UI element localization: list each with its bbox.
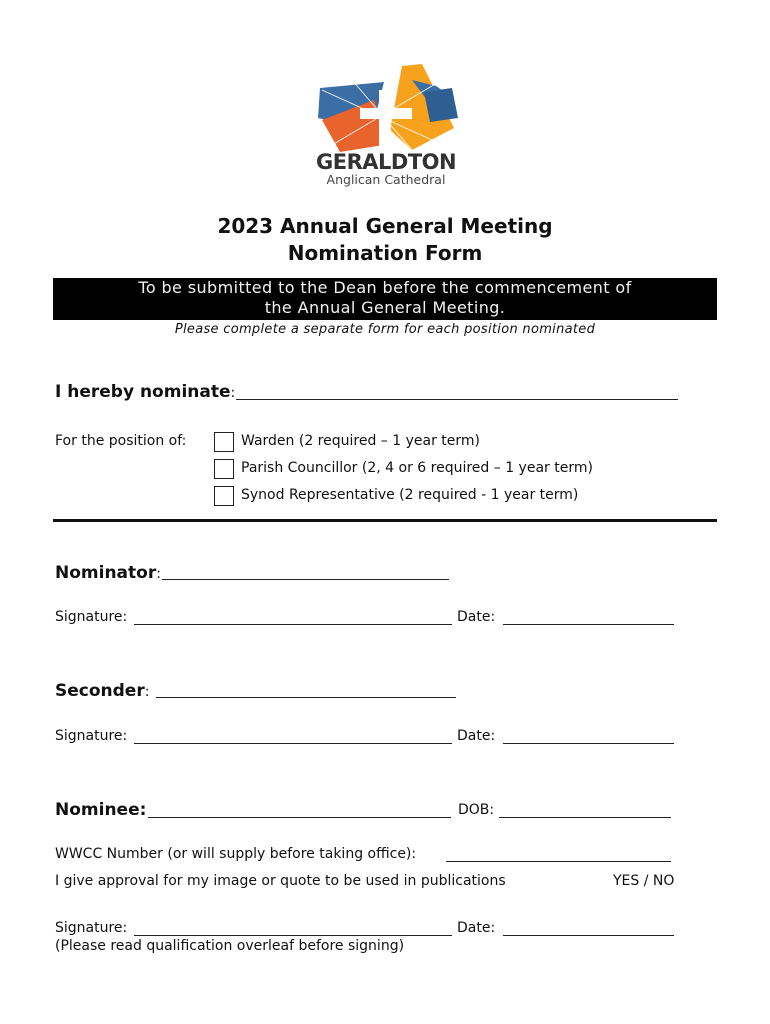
nominee-signature-label: Signature: [55, 920, 128, 936]
nominee-dob-field[interactable] [499, 817, 671, 818]
parish-councillor-option: Parish Councillor (2, 4 or 6 required – 1 year term) [241, 460, 593, 476]
nominator-signature-label: Signature: [55, 609, 128, 625]
banner-line1: To be submitted to the Dean before the commencement of [138, 278, 632, 297]
nominee-label: Nominee: [55, 800, 147, 820]
seconder-signature-field[interactable] [134, 743, 452, 744]
nominator-field[interactable] [162, 579, 449, 580]
nominee-field[interactable] [148, 817, 451, 818]
nominator-label: Nominator [55, 563, 157, 583]
yes-no-option[interactable]: YES / NO [613, 873, 675, 889]
seconder-colon: : [144, 684, 150, 700]
seconder-label: Seconder [55, 681, 145, 701]
parish-councillor-checkbox[interactable] [214, 459, 234, 479]
nominator-date-label: Date: [457, 609, 496, 625]
section-divider [53, 519, 717, 522]
position-label: For the position of: [55, 433, 187, 449]
synod-representative-option: Synod Representative (2 required - 1 year term) [241, 487, 579, 503]
seconder-date-field[interactable] [503, 743, 674, 744]
nominator-signature-field[interactable] [134, 624, 452, 625]
synod-representative-checkbox[interactable] [214, 486, 234, 506]
seconder-field[interactable] [156, 697, 456, 698]
nominee-date-field[interactable] [503, 935, 674, 936]
nominate-label: I hereby nominate [55, 382, 231, 402]
wwcc-label: WWCC Number (or will supply before taking office): [55, 846, 417, 862]
nominator-colon: : [156, 566, 161, 582]
nominee-date-label: Date: [457, 920, 496, 936]
instruction-banner [53, 278, 717, 320]
nominate-field[interactable] [236, 399, 678, 400]
logo-name: GERALDTON [316, 150, 457, 174]
warden-checkbox[interactable] [214, 432, 234, 452]
banner-line2: the Annual General Meeting. [264, 298, 506, 317]
seconder-date-label: Date: [457, 728, 496, 744]
wwcc-field[interactable] [446, 861, 671, 862]
nominee-signature-field[interactable] [134, 935, 452, 936]
nominator-row [55, 563, 161, 583]
nominate-row [55, 382, 235, 402]
separate-form-note: Please complete a separate form for each position nominated [174, 322, 596, 337]
logo-subtitle: Anglican Cathedral [326, 172, 446, 187]
nominate-colon: : [230, 385, 236, 401]
warden-option: Warden (2 required – 1 year term) [241, 433, 480, 449]
seconder-row [55, 681, 149, 701]
nominator-date-field[interactable] [503, 624, 674, 625]
image-approval-text: I give approval for my image or quote to be used in publications [55, 873, 506, 889]
nominee-dob-label: DOB: [458, 802, 495, 818]
seconder-signature-label: Signature: [55, 728, 128, 744]
form-title-line2: Nomination Form [287, 241, 483, 265]
form-title-line1: 2023 Annual General Meeting [217, 214, 553, 238]
qualification-note: (Please read qualification overleaf before signing) [55, 938, 405, 954]
